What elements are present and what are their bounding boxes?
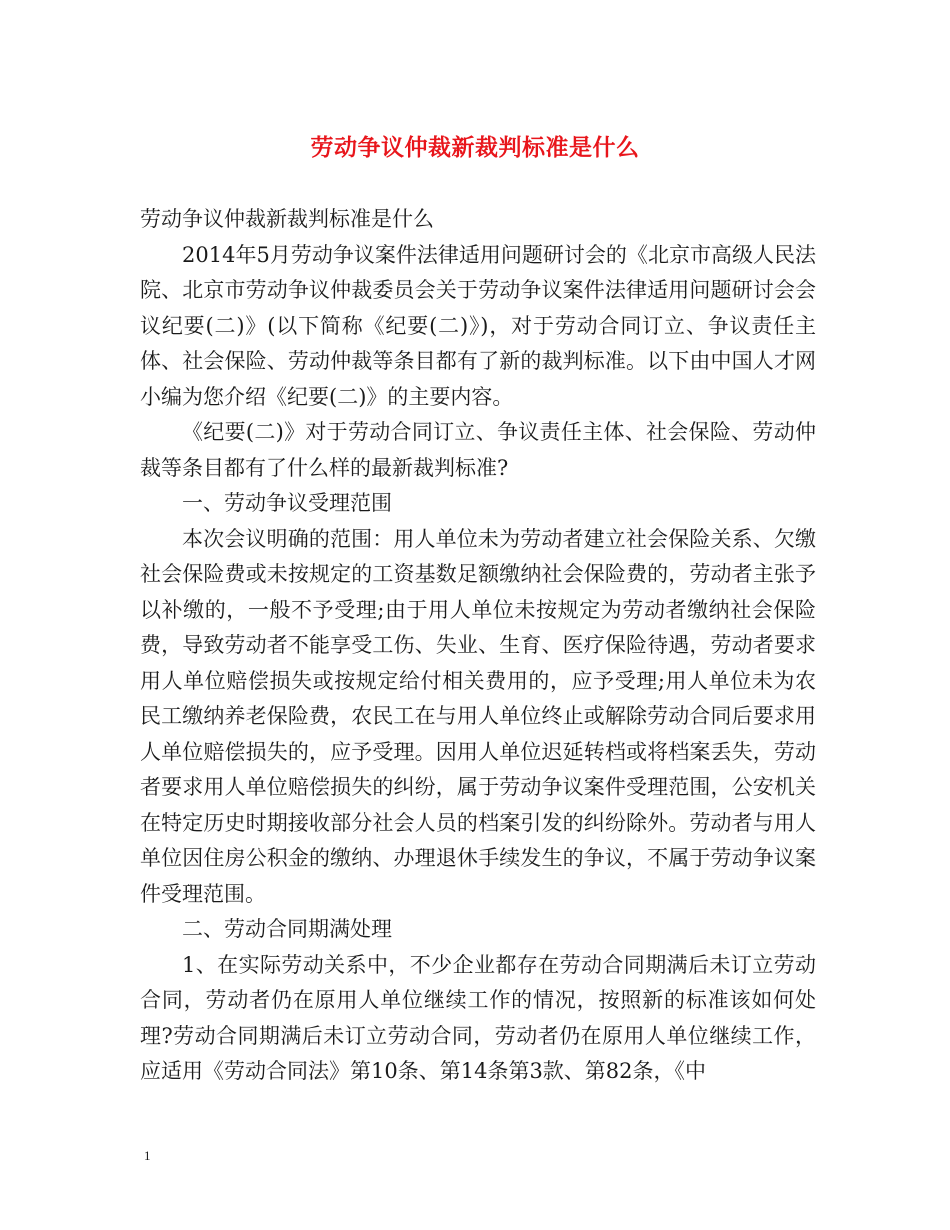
section-heading: 二、劳动合同期满处理 bbox=[182, 917, 392, 941]
section-heading: 一、劳动争议受理范围 bbox=[182, 491, 392, 515]
page-number: 1 bbox=[144, 1148, 151, 1163]
paragraph: 本次会议明确的范围：用人单位未为劳动者建立社会保险关系、欠缴社会保险费或未按规定的工资基数足额缴纳社会保险费的，劳动者主张予以补缴的，一般不予受理;由于用人单位未按规定为劳动者缴纳社会保险费，导致劳动者不能享受工伤、失业、生育、医疗保险待遇，劳动者要求用人单位赔偿损失或按规定给付相关费用的，应予受理;用人单位未为农民工缴纳养老保险费，农民工在与用人单位终止或解除劳动合同后要求用人单位赔偿损失的，应予受理。因用人单位迟延转档或将档案丢失，劳动者要求用人单位赔偿损失的纠纷，属于劳动争议案件受理范围，公安机关在特定历史时期接收部分社会人员的档案引发的纠纷除外。劳动者与用人单位因住房公积金的缴纳、办理退休手续发生的争议，不属于劳动争议案件受理范围。 bbox=[140, 526, 816, 906]
paragraph: 《纪要(二)》对于劳动合同订立、争议责任主体、社会保险、劳动仲裁等条目都有了什么样的最新裁判标准? bbox=[140, 420, 816, 480]
paragraph-heading: 劳动争议仲裁新裁判标准是什么 bbox=[140, 207, 434, 231]
document-title: 劳动争议仲裁新裁判标准是什么 bbox=[310, 134, 640, 161]
paragraph: 2014年5月劳动争议案件法律适用问题研讨会的《北京市高级人民法院、北京市劳动争议仲裁委员会关于劳动争议案件法律适用问题研讨会会议纪要(二)》(以下简称《纪要(二)》)，对于劳动合同订立、争议责任主体、社会保险、劳动仲裁等条目都有了新的裁判标准。以下由中国人才网小编为您介绍《纪要(二)》的主要内容。 bbox=[140, 242, 816, 409]
paragraph: 1、在实际劳动关系中，不少企业都存在劳动合同期满后未订立劳动合同，劳动者仍在原用人单位继续工作的情况，按照新的标准该如何处理?劳动合同期满后未订立劳动合同，劳动者仍在原用人单位继续工作，应适用《劳动合同法》第10条、第14条第3款、第82条，《中 bbox=[140, 952, 816, 1083]
document-body bbox=[140, 202, 816, 1090]
